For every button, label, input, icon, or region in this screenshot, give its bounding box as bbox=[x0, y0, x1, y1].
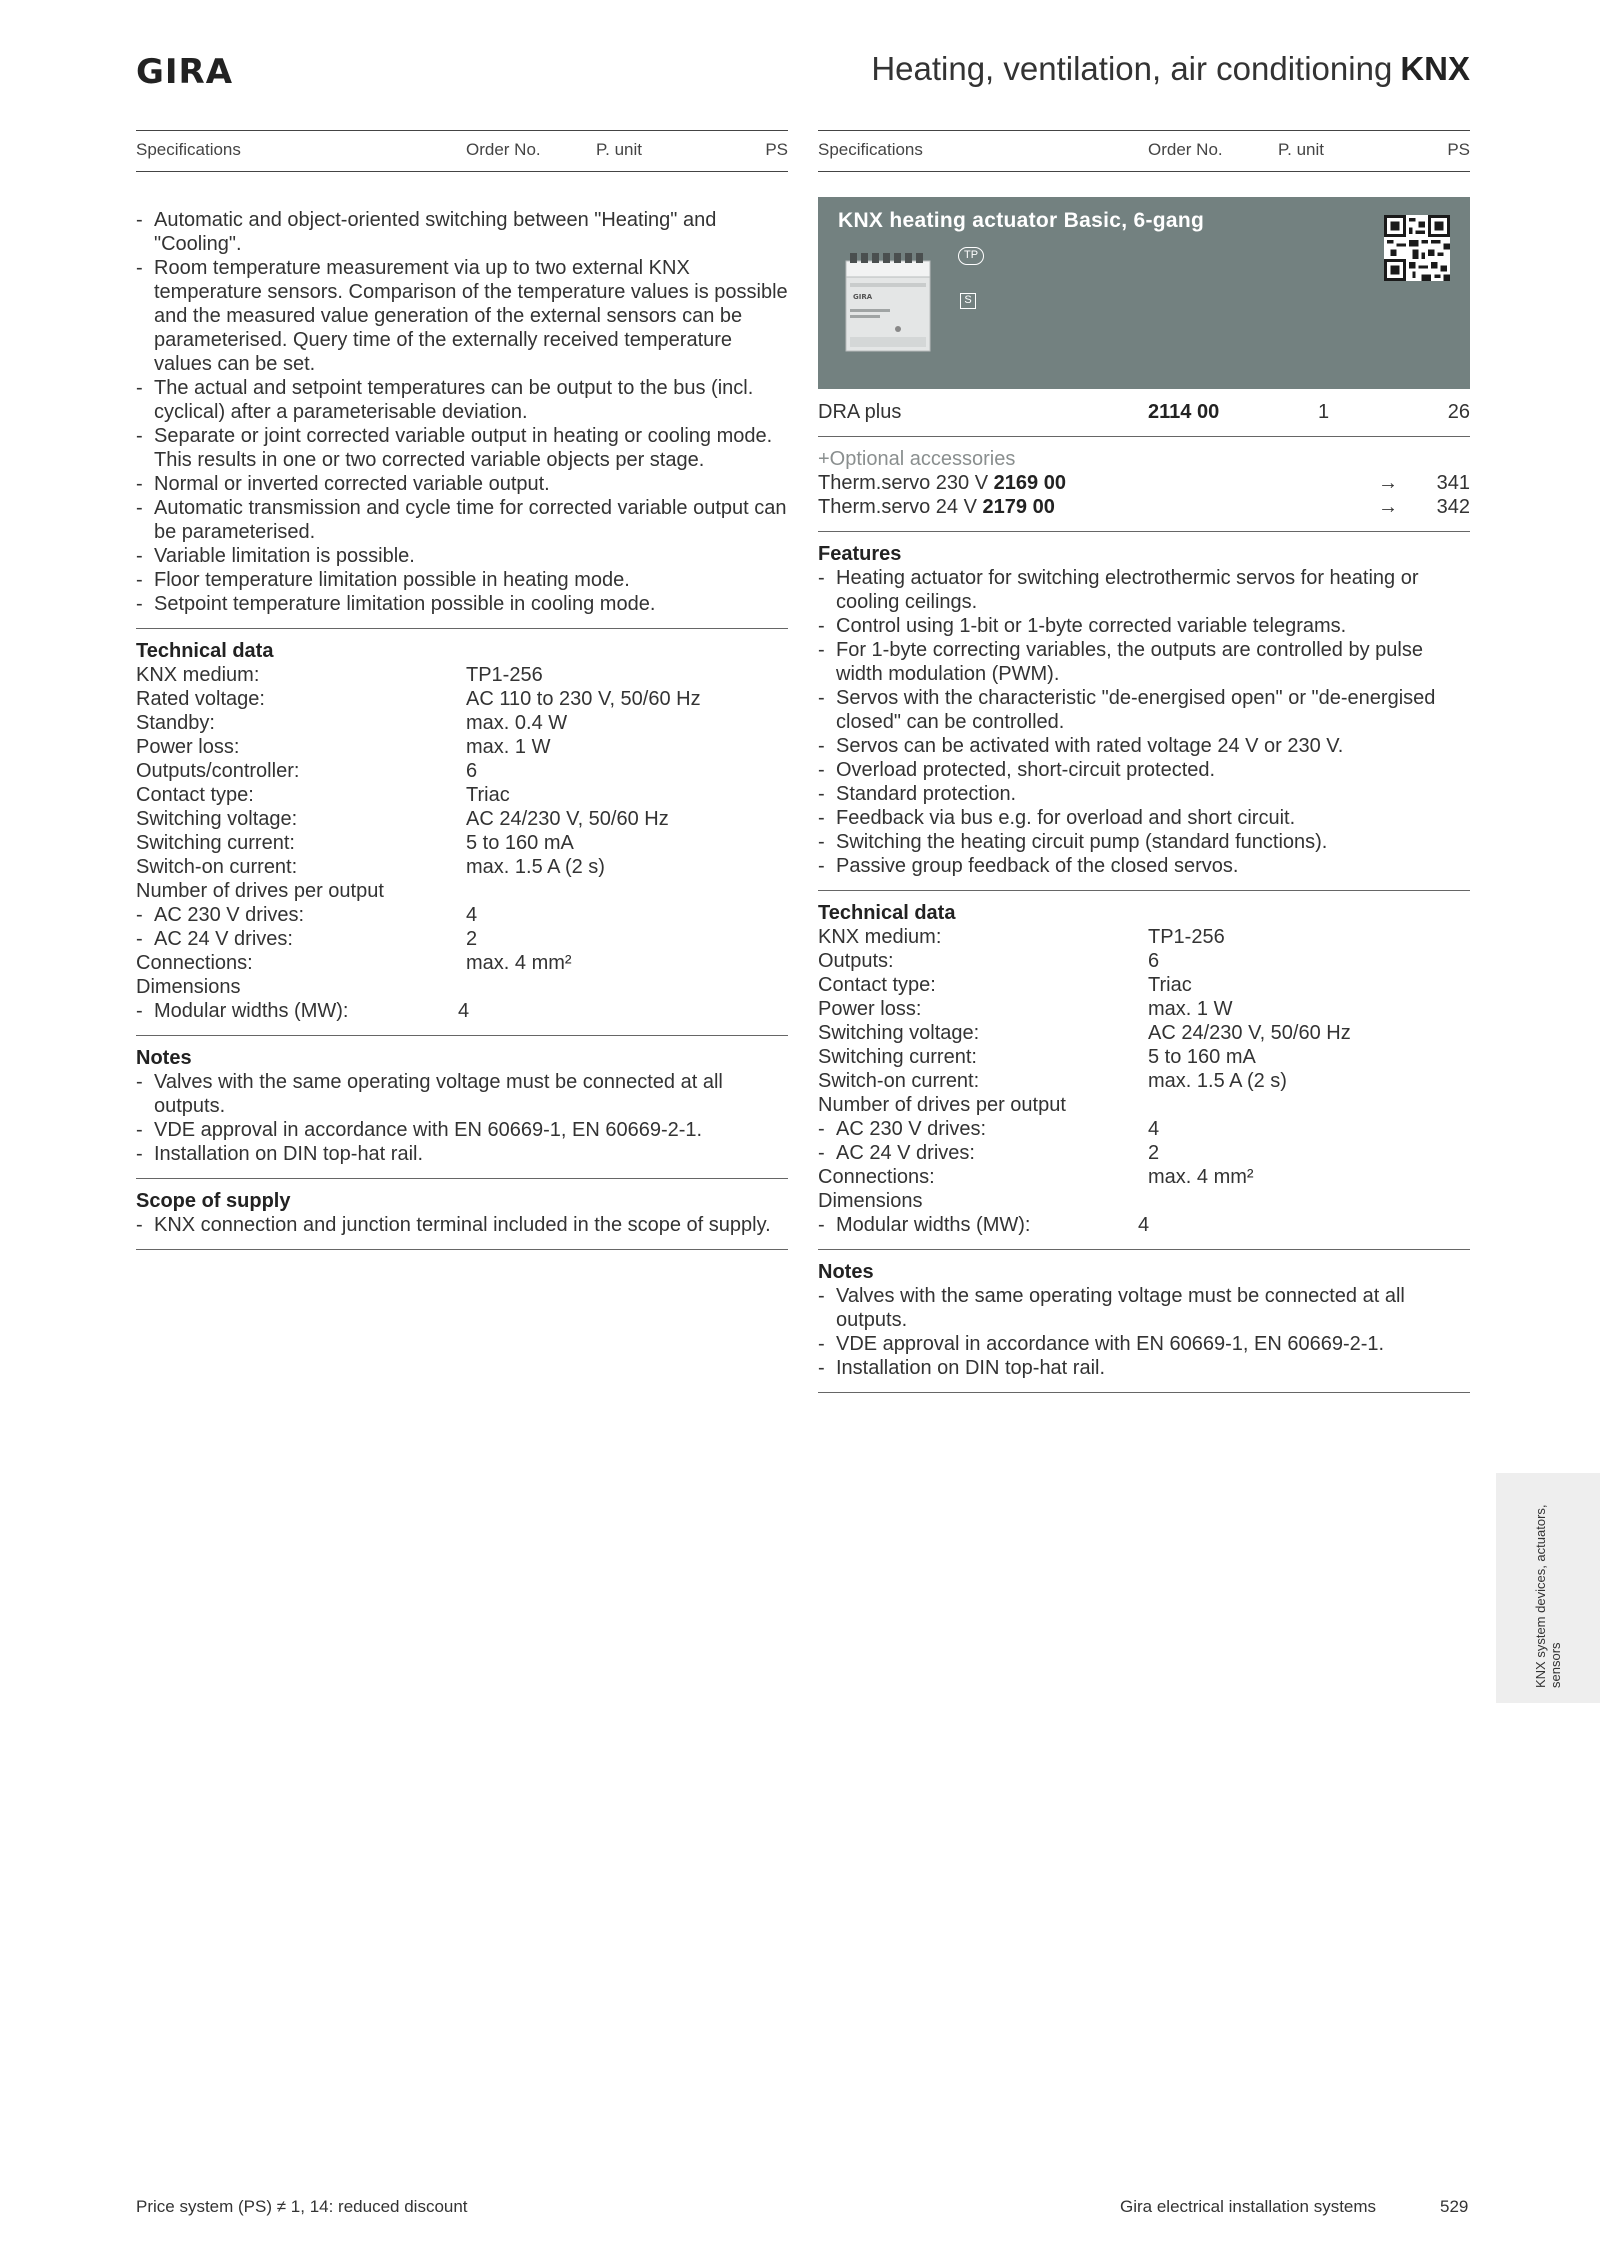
tech-value: max. 0.4 W bbox=[466, 712, 568, 734]
order-ps: 26 bbox=[1447, 401, 1470, 423]
tech-value: 5 to 160 mA bbox=[1148, 1046, 1256, 1068]
tech-row bbox=[136, 735, 788, 759]
accessory-name: Therm.servo 24 V bbox=[818, 496, 977, 518]
tech-key: Switch-on current: bbox=[136, 856, 298, 878]
right-features-section bbox=[818, 542, 1470, 891]
drives-title: Number of drives per output bbox=[136, 880, 384, 902]
tech-value: TP1-256 bbox=[466, 664, 543, 686]
tech-value: 2 bbox=[466, 928, 478, 950]
tech-value: 2 bbox=[1148, 1142, 1160, 1164]
side-tab-label: KNX system devices, actuators, sensors bbox=[1533, 1504, 1563, 1688]
feature-item: - Servos with the characteristic "de-energised open" or "de-energised closed" can be controlled. bbox=[818, 686, 1470, 734]
tech-value: max. 1.5 A (2 s) bbox=[1148, 1070, 1287, 1092]
tp-badge: TP bbox=[958, 247, 984, 265]
accessory-page[interactable]: 342 bbox=[1436, 496, 1470, 518]
tech-key: Connections: bbox=[136, 952, 253, 974]
spec-header-left bbox=[136, 130, 788, 172]
feature-item: - Standard protection. bbox=[818, 782, 1470, 806]
tech-row bbox=[136, 711, 788, 735]
spec-header-specifications: Specifications bbox=[136, 140, 241, 159]
tech-key: Power loss: bbox=[818, 998, 922, 1020]
dimensions-title: Dimensions bbox=[818, 1190, 923, 1212]
tech-value: AC 24/230 V, 50/60 Hz bbox=[1148, 1022, 1351, 1044]
tech-value: max. 4 mm² bbox=[1148, 1166, 1254, 1188]
tech-value: 4 bbox=[458, 1000, 470, 1022]
order-name: DRA plus bbox=[818, 401, 902, 423]
tech-row bbox=[136, 783, 788, 807]
s-badge: S bbox=[960, 293, 976, 309]
spec-header-specifications: Specifications bbox=[818, 140, 923, 159]
order-unit: 1 bbox=[1318, 401, 1330, 423]
title-knx: KNX bbox=[1400, 50, 1470, 87]
feature-item: - Automatic transmission and cycle time for corrected variable output can be parameterised. bbox=[136, 496, 788, 544]
footer-price-note: Price system (PS) ≠ 1, 14: reduced discount bbox=[136, 2197, 468, 2216]
tech-key: Switching voltage: bbox=[818, 1022, 980, 1044]
spec-header-order-no: Order No. bbox=[466, 140, 541, 159]
tech-value: max. 1.5 A (2 s) bbox=[466, 856, 605, 878]
tech-row bbox=[136, 759, 788, 783]
tech-key: Standby: bbox=[136, 712, 215, 734]
note-item: - Installation on DIN top-hat rail. bbox=[818, 1356, 1470, 1380]
feature-item: - Separate or joint corrected variable output in heating or cooling mode. This results in one or two corrected variable objects per stage. bbox=[136, 424, 788, 472]
tech-row bbox=[136, 951, 788, 975]
tech-row bbox=[136, 927, 788, 951]
page-number: 529 bbox=[1440, 2197, 1469, 2216]
tech-value: 5 to 160 mA bbox=[466, 832, 574, 854]
tech-key: KNX medium: bbox=[136, 664, 260, 686]
tech-value: 4 bbox=[1148, 1118, 1160, 1140]
section-title: Scope of supply bbox=[136, 1190, 291, 1212]
tech-key: Switching current: bbox=[136, 832, 295, 854]
spec-header-ps: PS bbox=[765, 140, 788, 159]
tech-row bbox=[818, 1141, 1470, 1165]
tech-key: KNX medium: bbox=[818, 926, 942, 948]
tech-key: Power loss: bbox=[136, 736, 240, 758]
tech-value: TP1-256 bbox=[1148, 926, 1225, 948]
tech-key: Contact type: bbox=[136, 784, 254, 806]
tech-key: - AC 230 V drives: bbox=[136, 903, 304, 927]
tech-key: - AC 24 V drives: bbox=[136, 927, 293, 951]
heating-actuator-image bbox=[838, 247, 938, 357]
tech-row bbox=[818, 949, 1470, 973]
spec-header-p-unit: P. unit bbox=[1278, 140, 1325, 159]
tech-value: Triac bbox=[466, 784, 510, 806]
tech-key: - AC 24 V drives: bbox=[818, 1141, 975, 1165]
right-column bbox=[818, 130, 1470, 1403]
feature-item: - The actual and setpoint temperatures can be output to the bus (incl. cyclical) after a parameterisable deviation. bbox=[136, 376, 788, 424]
feature-item: - Servos can be activated with rated voltage 24 V or 230 V. bbox=[818, 734, 1470, 758]
left-notes bbox=[136, 1046, 788, 1179]
tech-row bbox=[818, 1117, 1470, 1141]
tech-row bbox=[818, 1165, 1470, 1189]
spec-header-ps: PS bbox=[1447, 140, 1470, 159]
tech-value: AC 110 to 230 V, 50/60 Hz bbox=[466, 688, 701, 710]
section-title: Notes bbox=[818, 1261, 874, 1283]
feature-item: - Setpoint temperature limitation possible in cooling mode. bbox=[136, 592, 788, 616]
title-text: Heating, ventilation, air conditioning bbox=[871, 50, 1393, 87]
order-number: 2114 00 bbox=[1148, 401, 1220, 423]
tech-row bbox=[818, 1069, 1470, 1093]
tech-row bbox=[136, 903, 788, 927]
feature-item: - Automatic and object-oriented switching between "Heating" and "Cooling". bbox=[136, 208, 788, 256]
spec-header-order-no: Order No. bbox=[1148, 140, 1223, 159]
left-column bbox=[136, 130, 788, 1260]
feature-item: - Normal or inverted corrected variable output. bbox=[136, 472, 788, 496]
feature-item: - Floor temperature limitation possible in heating mode. bbox=[136, 568, 788, 592]
tech-value: 6 bbox=[1148, 950, 1160, 972]
tech-key: - Modular widths (MW): bbox=[818, 1213, 1030, 1237]
tech-key: Switch-on current: bbox=[818, 1070, 980, 1092]
qr-code-icon bbox=[1384, 215, 1450, 281]
feature-item: - Overload protected, short-circuit protected. bbox=[818, 758, 1470, 782]
feature-item: - For 1-byte correcting variables, the outputs are controlled by pulse width modulation (PWM). bbox=[818, 638, 1470, 686]
section-title: Notes bbox=[136, 1047, 192, 1069]
tech-key: Switching voltage: bbox=[136, 808, 298, 830]
tech-key: - Modular widths (MW): bbox=[136, 999, 348, 1023]
spec-header-p-unit: P. unit bbox=[596, 140, 643, 159]
feature-item: - Control using 1-bit or 1-byte corrected variable telegrams. bbox=[818, 614, 1470, 638]
device-label: GIRA bbox=[853, 293, 873, 301]
tech-value: 4 bbox=[1138, 1214, 1150, 1236]
tech-row bbox=[136, 831, 788, 855]
tech-row bbox=[136, 807, 788, 831]
tech-value: max. 4 mm² bbox=[466, 952, 572, 974]
accessory-page[interactable]: 341 bbox=[1436, 472, 1470, 494]
accessory-name: Therm.servo 230 V bbox=[818, 472, 989, 494]
tech-row bbox=[818, 1021, 1470, 1045]
tech-key: Switching current: bbox=[818, 1046, 977, 1068]
section-title: Features bbox=[818, 543, 902, 565]
accessory-row bbox=[818, 471, 1470, 495]
tech-value: max. 1 W bbox=[466, 736, 551, 758]
feature-item: - Feedback via bus e.g. for overload and short circuit. bbox=[818, 806, 1470, 830]
left-scope-of-supply bbox=[136, 1189, 788, 1250]
tech-key: Connections: bbox=[818, 1166, 935, 1188]
left-features-section bbox=[136, 208, 788, 629]
accessory-number: 2169 00 bbox=[993, 472, 1066, 494]
side-tab[interactable] bbox=[1496, 1473, 1600, 1703]
feature-item: - Heating actuator for switching electrothermic servos for heating or cooling ceilings. bbox=[818, 566, 1470, 614]
tech-key: Outputs: bbox=[818, 950, 894, 972]
product-box bbox=[818, 197, 1470, 389]
right-technical-data bbox=[818, 901, 1470, 1250]
accessory-number: 2179 00 bbox=[982, 496, 1055, 518]
tech-value: 6 bbox=[466, 760, 478, 782]
tech-key: Outputs/controller: bbox=[136, 760, 300, 782]
accessory-row bbox=[818, 495, 1470, 519]
tech-row bbox=[818, 1045, 1470, 1069]
feature-item: - Room temperature measurement via up to two external KNX temperature sensors. Comparison of the temperature values is possible and the measured value generation of the external sensors can be parameterised. Query time of the externally received temperature values can be set. bbox=[136, 256, 788, 376]
note-item: - Installation on DIN top-hat rail. bbox=[136, 1142, 788, 1166]
note-item: - Valves with the same operating voltage must be connected at all outputs. bbox=[136, 1070, 788, 1118]
tech-value: Triac bbox=[1148, 974, 1192, 996]
note-item: - VDE approval in accordance with EN 60669-1, EN 60669-2-1. bbox=[136, 1118, 788, 1142]
tech-row bbox=[136, 855, 788, 879]
left-technical-data bbox=[136, 639, 788, 1036]
scope-item: - KNX connection and junction terminal included in the scope of supply. bbox=[136, 1213, 788, 1237]
tech-key: Contact type: bbox=[818, 974, 936, 996]
tech-value: AC 24/230 V, 50/60 Hz bbox=[466, 808, 669, 830]
logo: GIRA bbox=[136, 52, 234, 92]
right-notes bbox=[818, 1260, 1470, 1393]
tech-key: Rated voltage: bbox=[136, 688, 265, 710]
tech-row bbox=[136, 663, 788, 687]
tech-key: - AC 230 V drives: bbox=[818, 1117, 986, 1141]
tech-row bbox=[818, 925, 1470, 949]
tech-value: max. 1 W bbox=[1148, 998, 1233, 1020]
tech-row bbox=[136, 687, 788, 711]
page-title bbox=[871, 50, 1470, 88]
drives-title: Number of drives per output bbox=[818, 1094, 1066, 1116]
tech-row bbox=[136, 999, 788, 1023]
feature-item: - Variable limitation is possible. bbox=[136, 544, 788, 568]
arrow-right-icon: → bbox=[1378, 472, 1398, 494]
tech-row bbox=[818, 973, 1470, 997]
section-title: Technical data bbox=[136, 640, 274, 662]
note-item: - Valves with the same operating voltage must be connected at all outputs. bbox=[818, 1284, 1470, 1332]
feature-item: - Switching the heating circuit pump (standard functions). bbox=[818, 830, 1470, 854]
spec-header-right bbox=[818, 130, 1470, 172]
note-item: - VDE approval in accordance with EN 60669-1, EN 60669-2-1. bbox=[818, 1332, 1470, 1356]
accessories-title: +Optional accessories bbox=[818, 448, 1016, 470]
order-row bbox=[818, 389, 1470, 437]
optional-accessories bbox=[818, 437, 1470, 532]
tech-row bbox=[818, 997, 1470, 1021]
tech-row bbox=[818, 1213, 1470, 1237]
product-title: KNX heating actuator Basic, 6-gang bbox=[838, 209, 1205, 232]
footer-brand: Gira electrical installation systems bbox=[1120, 2197, 1377, 2216]
feature-item: - Passive group feedback of the closed servos. bbox=[818, 854, 1470, 878]
tech-value: 4 bbox=[466, 904, 478, 926]
arrow-right-icon: → bbox=[1378, 496, 1398, 518]
dimensions-title: Dimensions bbox=[136, 976, 241, 998]
section-title: Technical data bbox=[818, 902, 956, 924]
